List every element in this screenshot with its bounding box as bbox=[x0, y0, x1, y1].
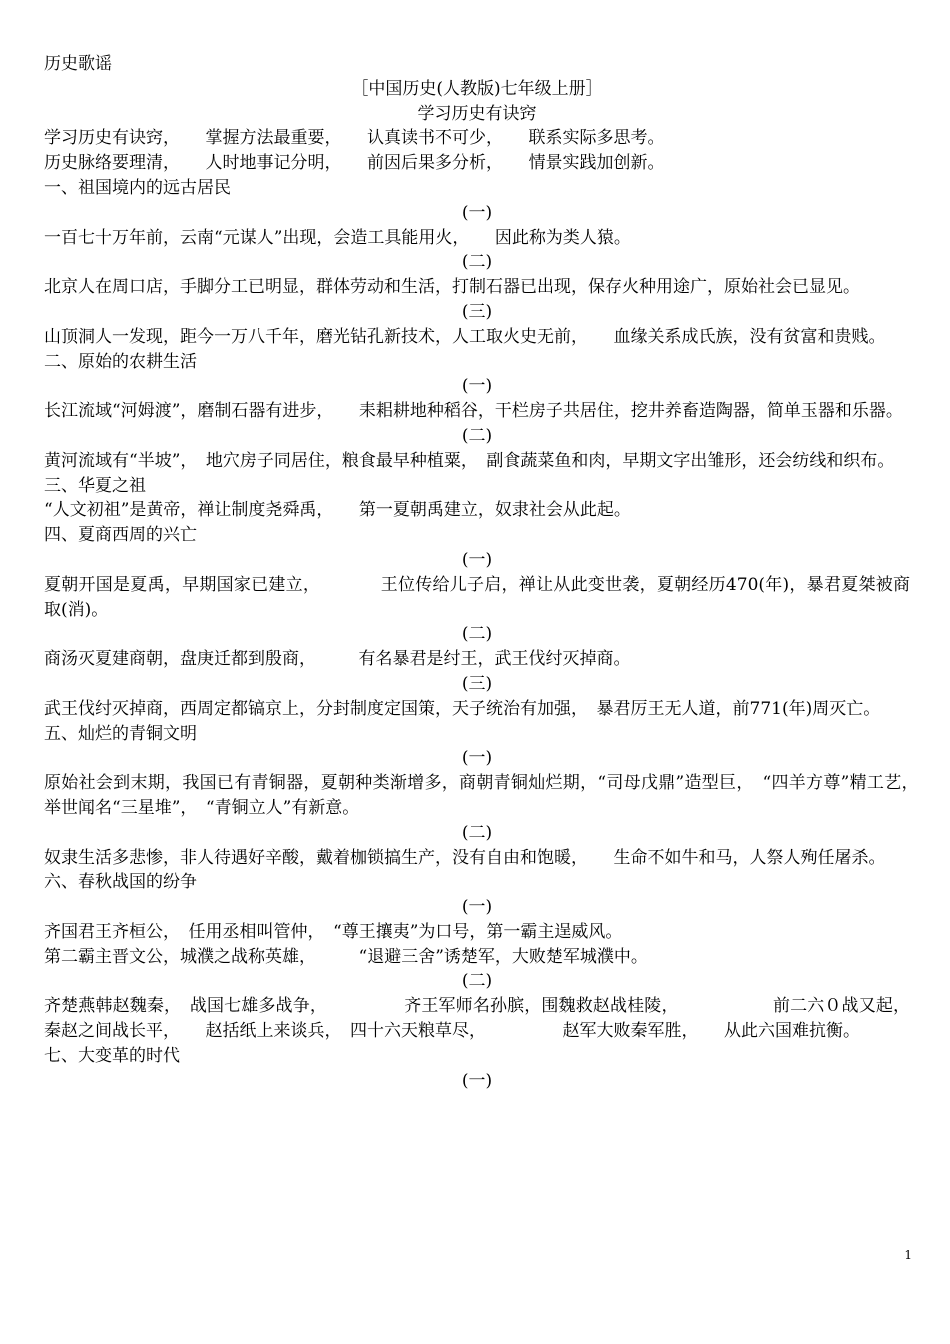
verse-paragraph: 原始社会到末期，我国已有青铜器，夏朝种类渐增多，商朝青铜灿烂期，“司母戊鼎”造型巨， “四羊方尊”精工艺， 举世闻名“三星堆”， “青铜立人”有新意。 bbox=[44, 773, 944, 818]
verse-paragraph: 武王伐纣灭掉商，西周定都镐京上，分封制度定国策，天子统治有加强， 暴君厉王无人道，前771(年)周灭亡。 bbox=[44, 698, 881, 719]
subsection-label: (一) bbox=[461, 549, 493, 570]
intro-title: 学习历史有诀窍 bbox=[417, 103, 537, 124]
subsection-label: (一) bbox=[461, 1070, 493, 1091]
subsection-label: (三) bbox=[461, 301, 493, 322]
verse-paragraph: 第二霸主晋文公，城濮之战称英雄， “退避三舍”诱楚军，大败楚军城濮中。 bbox=[44, 946, 648, 967]
subsection-label: (一) bbox=[461, 897, 493, 918]
section-heading: 一、祖国境内的远古居民 bbox=[44, 177, 231, 198]
section-heading: 四、夏商西周的兴亡 bbox=[44, 525, 197, 546]
section-heading: 五、灿烂的青铜文明 bbox=[44, 723, 197, 744]
section-heading: 六、春秋战国的纷争 bbox=[44, 872, 197, 893]
document-title: 历史歌谣 bbox=[44, 54, 112, 74]
page-number: 1 bbox=[904, 1248, 912, 1262]
section-heading: 三、华夏之祖 bbox=[44, 475, 146, 496]
verse-paragraph: “人文初祖”是黄帝，禅让制度尧舜禹， 第一夏朝禹建立，奴隶社会从此起。 bbox=[44, 500, 631, 521]
subsection-label: (一) bbox=[461, 748, 493, 769]
intro-line: 学习历史有诀窍， 掌握方法最重要， 认真读书不可少， 联系实际多思考。 bbox=[44, 128, 665, 149]
verse-paragraph: 一百七十万年前，云南“元谋人”出现，会造工具能用火， 因此称为类人猿。 bbox=[44, 227, 631, 248]
verse-paragraph: 黄河流域有“半坡”， 地穴房子同居住，粮食最早种植粟， 副食蔬菜鱼和肉，早期文字出雏形，还会纺线和织布。 bbox=[44, 450, 895, 471]
verse-paragraph: 北京人在周口店，手脚分工已明显，群体劳动和生活，打制石器已出现，保存火种用途广，原始社会已显见。 bbox=[44, 277, 860, 298]
subsection-label: (二) bbox=[461, 252, 493, 273]
subsection-label: (一) bbox=[461, 202, 493, 223]
verse-paragraph: 山顶洞人一发现，距今一万八千年，磨光钻孔新技术，人工取火史无前， 血缘关系成氏族，没有贫富和贵贱。 bbox=[44, 326, 886, 347]
subsection-label: (三) bbox=[461, 673, 493, 694]
verse-paragraph: 齐国君王齐桓公， 任用丞相叫管仲， “尊王攘夷”为口号，第一霸主逞威风。 bbox=[44, 921, 623, 942]
subsection-label: (一) bbox=[461, 376, 493, 397]
subsection-label: (二) bbox=[461, 624, 493, 645]
verse-paragraph: 齐楚燕韩赵魏秦， 战国七雄多战争， 齐王军师名孙膑，围魏救赵战桂陵， 前二六０战又起，秦赵之间战长平， 赵括纸上来谈兵， 四十六天粮草尽， 赵军大败秦军胜， 从此六国难抗衡。 bbox=[44, 996, 910, 1042]
intro-line: 历史脉络要理清， 人时地事记分明， 前因后果多分析， 情景实践加创新。 bbox=[44, 153, 665, 174]
subsection-label: (二) bbox=[461, 971, 493, 992]
section-heading: 二、原始的农耕生活 bbox=[44, 351, 197, 372]
verse-paragraph: 夏朝开国是夏禹，早期国家已建立， 王位传给儿子启，禅让从此变世袭，夏朝经历470(年)，暴君夏桀被商取(消)。 bbox=[44, 574, 910, 620]
verse-paragraph: 长江流域“河姆渡”，磨制石器有进步， 耒耜耕地种稻谷，干栏房子共居住，挖井养畜造陶器，简单玉器和乐器。 bbox=[44, 401, 903, 422]
document-body bbox=[44, 52, 944, 1093]
verse-paragraph: 奴隶生活多悲惨，非人待遇好辛酸，戴着枷锁搞生产，没有自由和饱暖， 生命不如牛和马，人祭人殉任屠杀。 bbox=[44, 847, 886, 868]
subsection-label: (二) bbox=[461, 822, 493, 843]
section-heading: 七、大变革的时代 bbox=[44, 1045, 180, 1066]
subsection-label: (二) bbox=[461, 425, 493, 446]
verse-paragraph: 商汤灭夏建商朝，盘庚迁都到殷商， 有名暴君是纣王，武王伐纣灭掉商。 bbox=[44, 649, 631, 670]
book-subtitle: ［中国历史(人教版)七年级上册］ bbox=[351, 78, 603, 99]
